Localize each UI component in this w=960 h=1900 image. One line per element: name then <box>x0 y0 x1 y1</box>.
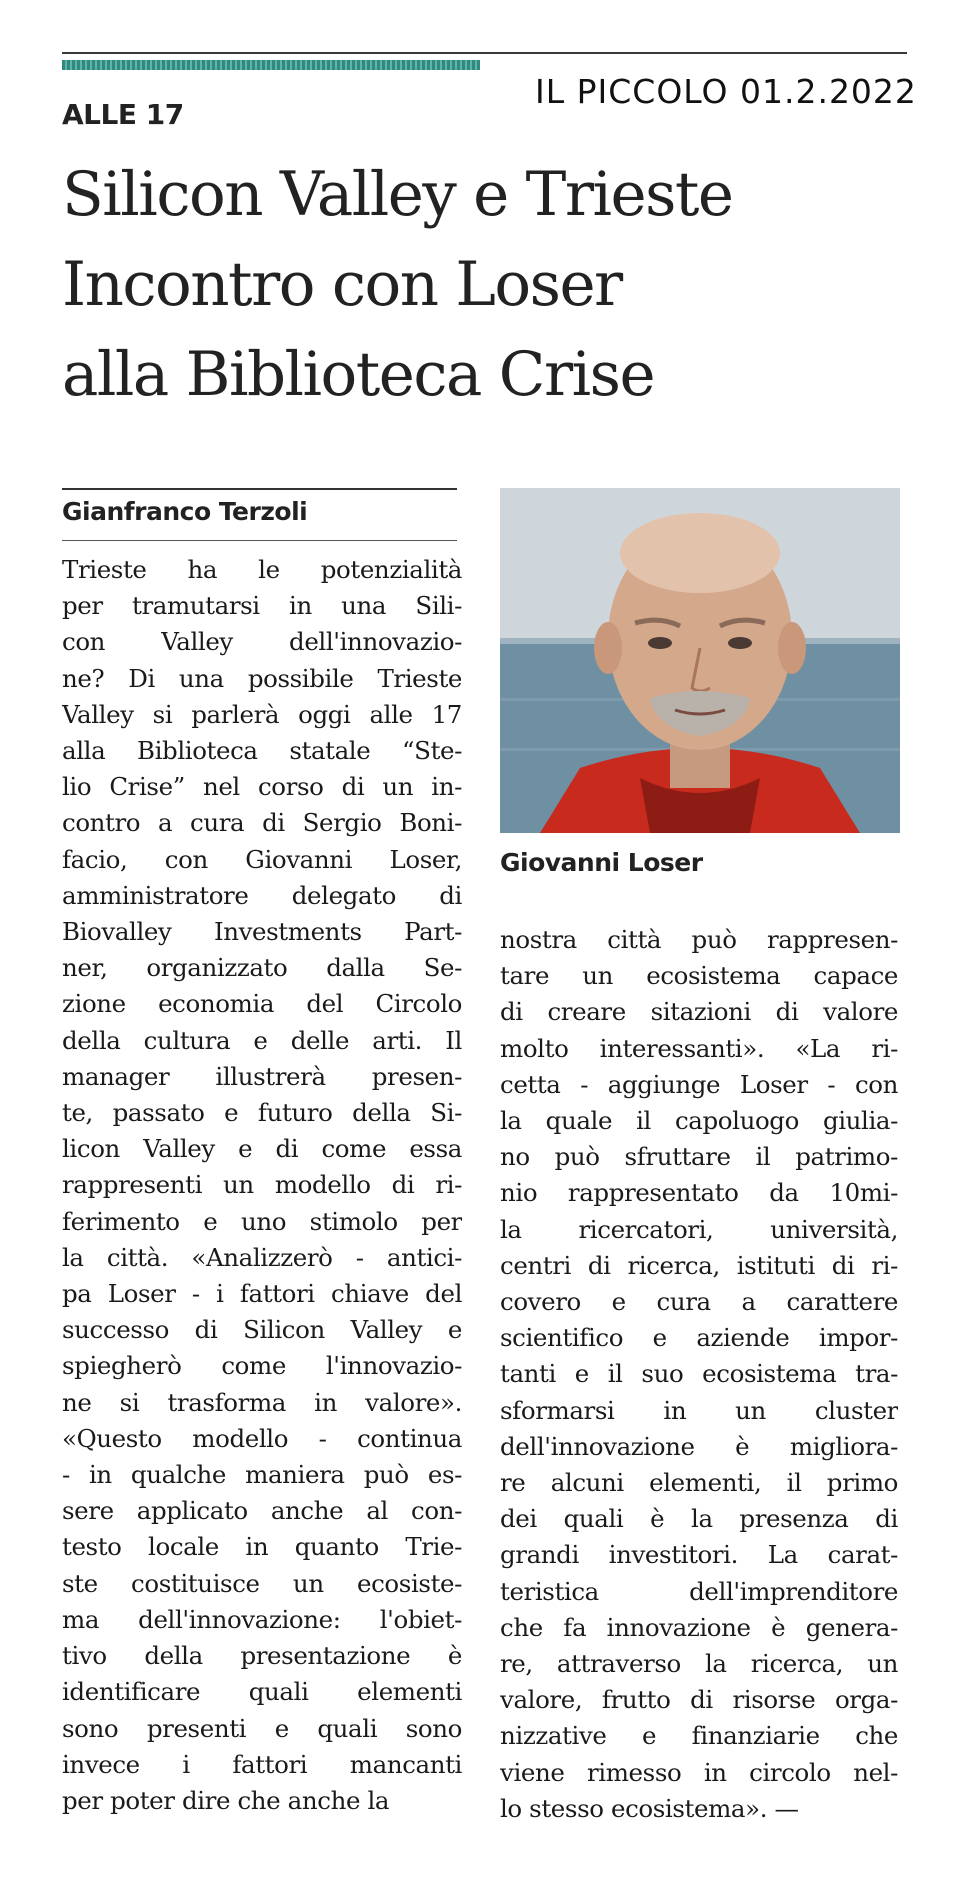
article-headline <box>62 150 922 420</box>
article-text-line: molto interessanti». «La ri- <box>500 1033 898 1063</box>
article-text-line: sere applicato anche al con- <box>62 1496 462 1526</box>
article-text-line: manager illustrerà presen- <box>62 1061 462 1091</box>
article-text-line: identificare quali elementi <box>62 1677 462 1707</box>
article-text-line: che fa innovazione è genera- <box>500 1612 898 1642</box>
article-text-line: ne si trasforma in valore». <box>62 1387 462 1417</box>
article-text-line: successo di Silicon Valley e <box>62 1315 462 1345</box>
article-text-line: te, passato e futuro della Si- <box>62 1098 462 1128</box>
article-text-line: per tramutarsi in una Sili- <box>62 591 462 621</box>
byline-underline <box>62 540 457 541</box>
article-text-line: valore, frutto di risorse orga- <box>500 1685 898 1715</box>
article-text-line: nizzative e finanziarie che <box>500 1721 898 1751</box>
portrait-illustration <box>500 488 900 833</box>
article-text-line: Biovalley Investments Part- <box>62 917 462 947</box>
article-text-line: - in qualche maniera può es- <box>62 1460 462 1490</box>
article-column-right <box>500 922 898 1827</box>
section-color-bar <box>62 60 480 70</box>
article-text-line: teristica dell'imprenditore <box>500 1576 898 1606</box>
article-text-line: licon Valley e di come essa <box>62 1134 462 1164</box>
article-text-line: ne? Di una possibile Trieste <box>62 663 462 693</box>
portrait-photo <box>500 488 900 833</box>
article-column-left <box>62 552 462 1819</box>
article-text-line: contro a cura di Sergio Boni- <box>62 808 462 838</box>
newspaper-masthead: IL PICCOLO 01.2.2022 <box>535 72 917 111</box>
article-text-line: re, attraverso la ricerca, un <box>500 1649 898 1679</box>
article-text-line: scientifico e aziende impor- <box>500 1323 898 1353</box>
article-text-line: pa Loser - i fattori chiave del <box>62 1279 462 1309</box>
article-text-line: Trieste ha le potenzialità <box>62 555 462 584</box>
article-text-line: rappresenti un modello di ri- <box>62 1170 462 1200</box>
article-text-line: grandi investitori. La carat- <box>500 1540 898 1570</box>
article-text-line: tivo della presentazione è <box>62 1641 462 1671</box>
article-text-line: nostra città può rappresen- <box>500 925 898 954</box>
article-text-line: ner, organizzato dalla Se- <box>62 953 462 983</box>
article-text-line: centri di ricerca, istituti di ri- <box>500 1250 898 1280</box>
article-text-line: invece i fattori mancanti <box>62 1749 462 1779</box>
article-text-line: testo locale in quanto Trie- <box>62 1532 462 1562</box>
article-text-line: lio Crise” nel corso di un in- <box>62 772 462 802</box>
article-text-line: ma dell'innovazione: l'obiet- <box>62 1604 462 1634</box>
article-text-line: la città. «Analizzerò - antici- <box>62 1242 462 1272</box>
article-text-line: dei quali è la presenza di <box>500 1504 898 1534</box>
article-text-line: «Questo modello - continua <box>62 1423 462 1453</box>
article-kicker: ALLE 17 <box>62 98 184 131</box>
article-text-line: re alcuni elementi, il primo <box>500 1468 898 1498</box>
photo-caption: Giovanni Loser <box>500 848 703 877</box>
article-text-line: ste costituisce un ecosiste- <box>62 1568 462 1598</box>
article-text-line: lo stesso ecosistema». — <box>500 1793 799 1823</box>
article-text-line: sformarsi in un cluster <box>500 1395 898 1425</box>
headline-line: Incontro con Loser <box>62 249 622 320</box>
article-text-line: zione economia del Circolo <box>62 989 462 1019</box>
article-text-line: cetta - aggiunge Loser - con <box>500 1069 898 1099</box>
article-text-line: tare un ecosistema capace <box>500 961 898 991</box>
article-text-line: con Valley dell'innovazio- <box>62 627 462 657</box>
article-text-line: della cultura e delle arti. Il <box>62 1025 462 1055</box>
article-text-line: amministratore delegato di <box>62 880 462 910</box>
headline-line: Silicon Valley e Trieste <box>62 159 733 230</box>
top-rule <box>62 52 907 54</box>
article-text-line: no può sfruttare il patrimo- <box>500 1142 898 1172</box>
article-text-line: ferimento e uno stimolo per <box>62 1206 462 1236</box>
article-text-line: viene rimesso in circolo nel- <box>500 1757 898 1787</box>
article-text-line: per poter dire che anche la <box>62 1785 390 1815</box>
article-text-line: covero e cura a carattere <box>500 1287 898 1317</box>
article-text-line: facio, con Giovanni Loser, <box>62 844 462 874</box>
article-text-line: di creare sitazioni di valore <box>500 997 898 1027</box>
headline-line: alla Biblioteca Crise <box>62 339 655 410</box>
article-text-line: sono presenti e quali sono <box>62 1713 462 1743</box>
article-text-line: Valley si parlerà oggi alle 17 <box>62 699 462 729</box>
article-text-line: dell'innovazione è migliora- <box>500 1431 898 1461</box>
article-text-line: spiegherò come l'innovazio- <box>62 1351 462 1381</box>
article-text-line: la ricercatori, università, <box>500 1214 898 1244</box>
article-byline: Gianfranco Terzoli <box>62 497 308 526</box>
article-text-line: la quale il capoluogo giulia- <box>500 1106 898 1136</box>
article-text-line: nio rappresentato da 10mi- <box>500 1178 898 1208</box>
byline-rule <box>62 488 457 490</box>
article-text-line: tanti e il suo ecosistema tra- <box>500 1359 898 1389</box>
article-text-line: alla Biblioteca statale “Ste- <box>62 736 462 766</box>
